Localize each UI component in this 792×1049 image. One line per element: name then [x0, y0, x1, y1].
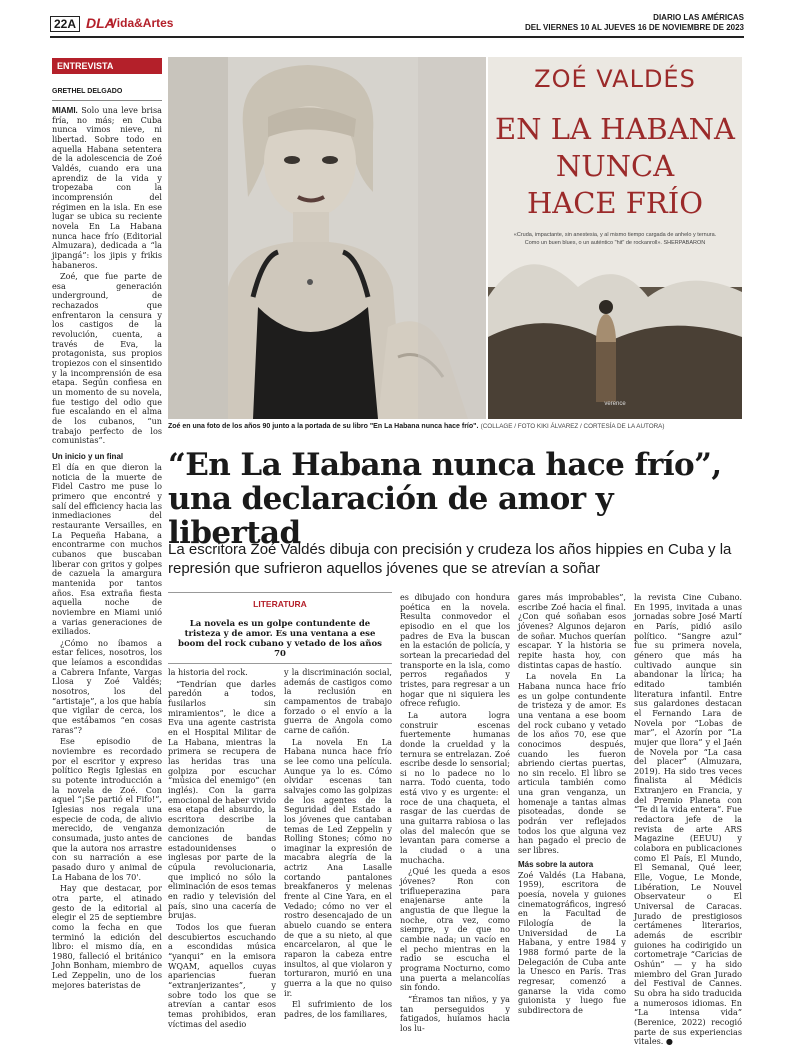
paragraph: Hay que destacar, por otra parte, el atinado gesto de la editorial al elegir el 25 de septiembre como la fecha en que terminó la edición del libro: el mismo día, en 1980, falleció el británico John Bonham, miembro de Led Zeppelin, uno de los mejores bateristas de	[52, 883, 162, 990]
paragraph: Ese episodio de noviembre es recordado por el escritor y expreso político Regis Iglesias en su potente introducción a la novela de Zoé. Con aquel “¡Se partió el Fifo!”, Iglesias nos regala una especie de coda, de alivio merecido, de venganza consumada, justo antes de que la autora nos arrastre con su narración a ese pasado duro y animal de La Habana de los 70'.	[52, 736, 162, 882]
paragraph: ¿Cómo no íbamos a estar felices, nosotros, los que leíamos a escondidas a Cabrera Infante, Vargas Llosa y Zoé Valdés; nosotros, los del “artistaje”, a los que había que vigilar de cerca, los que estábamos “en cosas raras”?	[52, 637, 162, 735]
newspaper-logo: DLA	[86, 15, 115, 31]
book-title-line-2: NUNCA	[555, 149, 675, 183]
header-rule	[50, 36, 744, 38]
pullquote-rule-top	[168, 592, 392, 593]
article-column-2	[168, 668, 276, 1031]
byline-rule	[52, 100, 162, 101]
paragraph: Zoé Valdés (La Habana, 1959), escritora de poesía, novela y guiones cinematográficos, ingresó en la Facultad de Filología de la Universidad de La Habana, y entre 1984 y 1988 formó parte de la Delegación de Cuba ante la Unesco en París. Tras regresar, comenzó a ganarse la vida como guionista y luego fue subdirectora de	[518, 869, 626, 1015]
book-title-line-1: EN LA HABANA	[495, 112, 735, 146]
paragraph: La novela En La Habana nunca hace frío es un golpe contundente de tristeza y de amor. Es una ventana a ese boom del rock cubano y vetado de los años 70, ese que conocimos después, cuando les fueron abriendo ciertas puertas, no sin recelo. El libro se articula también como una gran venganza, un homenaje a tantas almas pisoteadas, donde se podrán ver reflejados todos los que alguna vez han pagado el precio de ser libres.	[518, 671, 626, 856]
paragraph: El día en que dieron la noticia de la muerte de Fidel Castro me puse lo primero que encontré y salí del efficiency hacia las inmediaciones del restaurante Versailles, en La Pequeña Habana, a encontrarme con muchos cubanos que buscaban liberar con gritos y golpes de cazuela la amargura mantenida por tantos años. Esa extraña fiesta aquella noche de noviembre en Miami unió a varias generaciones de exiliados.	[52, 462, 162, 637]
subheading: Un inicio y un final	[52, 452, 124, 461]
newspaper-name: DIARIO LAS AMÉRICAS	[653, 13, 744, 22]
article-column-4	[400, 593, 510, 1036]
caption-text: Zoé en una foto de los años 90 junto a la portada de su libro "En La Habana nunca hace frío".	[168, 423, 479, 430]
issue-dates: DEL VIERNES 10 AL JUEVES 16 DE NOVIEMBRE DE 2023	[524, 23, 744, 32]
paragraph: la revista Cine Cubano. En 1995, invitada a unas jornadas sobre José Martí en París, pidió asilo político. “Sangre azul” fue su primera novela, género que más ha cultivado aunque sin abandonar la lírica; ha editado también literatura infantil. Entre sus galardones destacan el Fernando Lara de Novela por “Lobas de mar”, el Azorín por “La mujer que llora” y el Jaén de Novela por “La casa del placer” (Almuzara, 2019). Ha sido tres veces finalista al Médicis Extranjero en Francia, y del Premio Planeta con “Te di la vida entera”. Fue redactora jefe de la revista de arte ARS Magazine (EEUU) y colabora en publicaciones como El País, El Mundo, El Semanal, Qué leer, Elle, Vogue, Le Monde, Libération, Le Nouvel Observateur o El Universal de Caracas. Jurado de prestigiosos certámenes literarios, además de escribir guiones ha codirigido un cortometraje “Caricias de Oshún” — y ha sido miembro del Gran Jurado del Festival de Cannes. Su obra ha sido traducida a numerosos idiomas. En “La intensa vida” (Berenice, 2022) recogió parte de sus experiencias vitales. ●	[634, 592, 742, 1047]
paragraph: la historia del rock.	[168, 667, 248, 677]
paragraph: es dibujado con hondura poética en la novela. Resulta conmovedor el episodio en el que los padres de Eva la buscan en la estación de policía, y sortean la precariedad del transporte en la isla, como perros regañados y tristes, para regresar a un hogar que ni siquiera les ofrece refugio.	[400, 592, 510, 709]
paragraph: El sufrimiento de los padres, de los familiares,	[284, 999, 392, 1019]
paragraph: Zoé, que fue parte de esa generación underground, de rechazados que enfrentaron la censura y los castigos de la revolución, cuenta, a través de Eva, la protagonista, sus propios tropiezos con el sinsentido y la incomprensión de esa etapa. Según confiesa en un momento de su novela, fue testigo del odio que fue escalando en el alma de los cubanos, “un trabajo perfecto de los comunistas”.	[52, 271, 162, 446]
photo-credit: (COLLAGE / FOTO KIKI ÁLVAREZ / CORTESÍA DE LA AUTORA)	[480, 423, 665, 430]
paragraph: La novela En La Habana nunca hace frío se lee como una película. Aunque ya lo es. Cómo olvidar escenas tan salvajes como las golpizas de los agentes de la Seguridad del Estado a los jóvenes que cantaban temas de Led Zeppelin y Rolling Stones; cómo no imaginar la expresión de macabra alegría de la actriz Ana Lasalle cortando pantalones breakfaneros y melenas frente al Cine Yara, en el Vedado; cómo no ver el rostro desencajado de un abuelo cuando se entera de que a su nieto, al que encarcelaron, al que le raparon la cabeza entre insultos, al que violaron y torturaron, murió en una guerra a la que no quiso ir.	[284, 736, 392, 998]
article-column-5	[518, 593, 626, 1018]
paragraph: Solo una leve brisa fría, no más; en Cuba nunca vimos nieve, ni libertad. Sobre todo en aquella Habana setentera de la adolescencia de Zoé Valdés, cuando era una aprendiz de la vida y tropezaba con la incomprensión del régimen en la isla. En ese lugar se ubica su reciente novela En La Habana nunca hace frío (Editorial Almuzara), dedicada a “la jipangá”: los jipis y frikis habaneros.	[52, 105, 162, 270]
deck: La escritora Zoé Valdés dibuja con precisión y crudeza los años hippies en Cuba y la represión que sufrieron aquellos jóvenes que se atrevían a soñar	[168, 541, 732, 577]
book-blurb: «Cruda, impactante, sin anestesia, y al mismo tiempo cargada de anhelo y ternura. Como un buen blues, o un auténtico "hit" de rockanroll». SHERPABARON	[513, 232, 717, 246]
subheading: Más sobre la autora	[518, 859, 594, 869]
paragraph: ¿Qué les queda a esos jóvenes? Ron con triflueperazina para enajenarse ante la angustia de que llegue la noche, otra vez, como siempre, y de que no cambie nada; un vacío en el pecho mientras en la radio se escucha el programa Nocturno, como una puerta a melancolías sin fondo.	[400, 866, 510, 993]
paragraph: “Tendrían que darles paredón a todos, fusilarlos sin miramientos”, le dice a Eva una agente castrista en el Hospital Militar de La Habana, mientras la primera se recupera de las heridas tras una golpiza por escuchar “música del enemigo” (en inglés). Con la garra emocional de haber vivido esa etapa del absurdo, la escritora describe la demonización de canciones de bandas estadounidenses o inglesas por parte de la cúpula revolucionaria, que implicó no sólo la eliminación de esos temas en radio y televisión del país, sino una cacería de brujas.	[168, 678, 276, 921]
headline: “En La Habana nunca hace frío”, una declaración de amor y libertad	[168, 447, 722, 551]
article-column-1	[52, 106, 162, 448]
photo-caption	[168, 422, 742, 431]
page-number: 22A	[50, 16, 80, 32]
paragraph: “Éramos tan niños, y ya tan perseguidos y fatigados, huíamos hacia los lu-	[400, 993, 510, 1033]
section-tag: ENTREVISTA	[52, 58, 162, 74]
article-column-6	[634, 593, 742, 1049]
book-author: ZOÉ VALDÉS	[534, 65, 696, 93]
pullquote-tag: LITERATURA	[253, 599, 307, 609]
publisher-logo: verence	[604, 401, 626, 407]
byline: GRETHEL DELGADO	[52, 88, 123, 95]
pullquote: La novela es un golpe contundente de tristeza y de amor. Es una ventana a ese boom del rock cubano y vetado de los años 70	[178, 619, 382, 659]
section-name: Vida&Artes	[109, 16, 174, 30]
dateline: MIAMI.	[52, 106, 78, 115]
pullquote-rule-bottom	[168, 663, 392, 664]
article-column-1b	[52, 448, 162, 992]
author-photo	[168, 57, 486, 419]
book-cover	[488, 57, 742, 419]
paragraph: gares más improbables”, escribe Zoé hacia el final. ¿Con qué soñaban esos jóvenes? Algunos dejaron de soñar. Muchos querían escapar. Y la historia se repite hasta hoy, con distintas capas de hastío.	[518, 592, 626, 670]
paragraph: y la discriminación social, además de castigos como la reclusión en campamentos de trabajo forzado o el envío a la guerra de Angola como carne de cañón.	[284, 667, 392, 735]
article-column-3	[284, 668, 392, 1022]
paragraph: Todos los que fueran descubiertos escuchando a escondidas música “yanqui” en la emisora WQAM, aquellos cuyas apariencias fueran “extranjerizantes”, y sobre todo los que se atrevían a cantar esos temas prohibidos, eran víctimas del asedio	[168, 922, 276, 1029]
newspaper-masthead	[525, 13, 744, 33]
book-title-line-3: HACE FRÍO	[527, 186, 703, 220]
paragraph: La autora logra construir escenas fuertemente humanas donde la crueldad y la ternura se entrelazan. Zoé escribe desde lo sensorial; si no lo padece no lo narra. Todo cuenta, todo está vivo y es urgente: el roce de una chaqueta, el rasgar de las cuerdas de una guitarra rabiosa o las olas del malecón que se levantan para comerse a la ciudad o a una muchacha.	[400, 709, 510, 865]
